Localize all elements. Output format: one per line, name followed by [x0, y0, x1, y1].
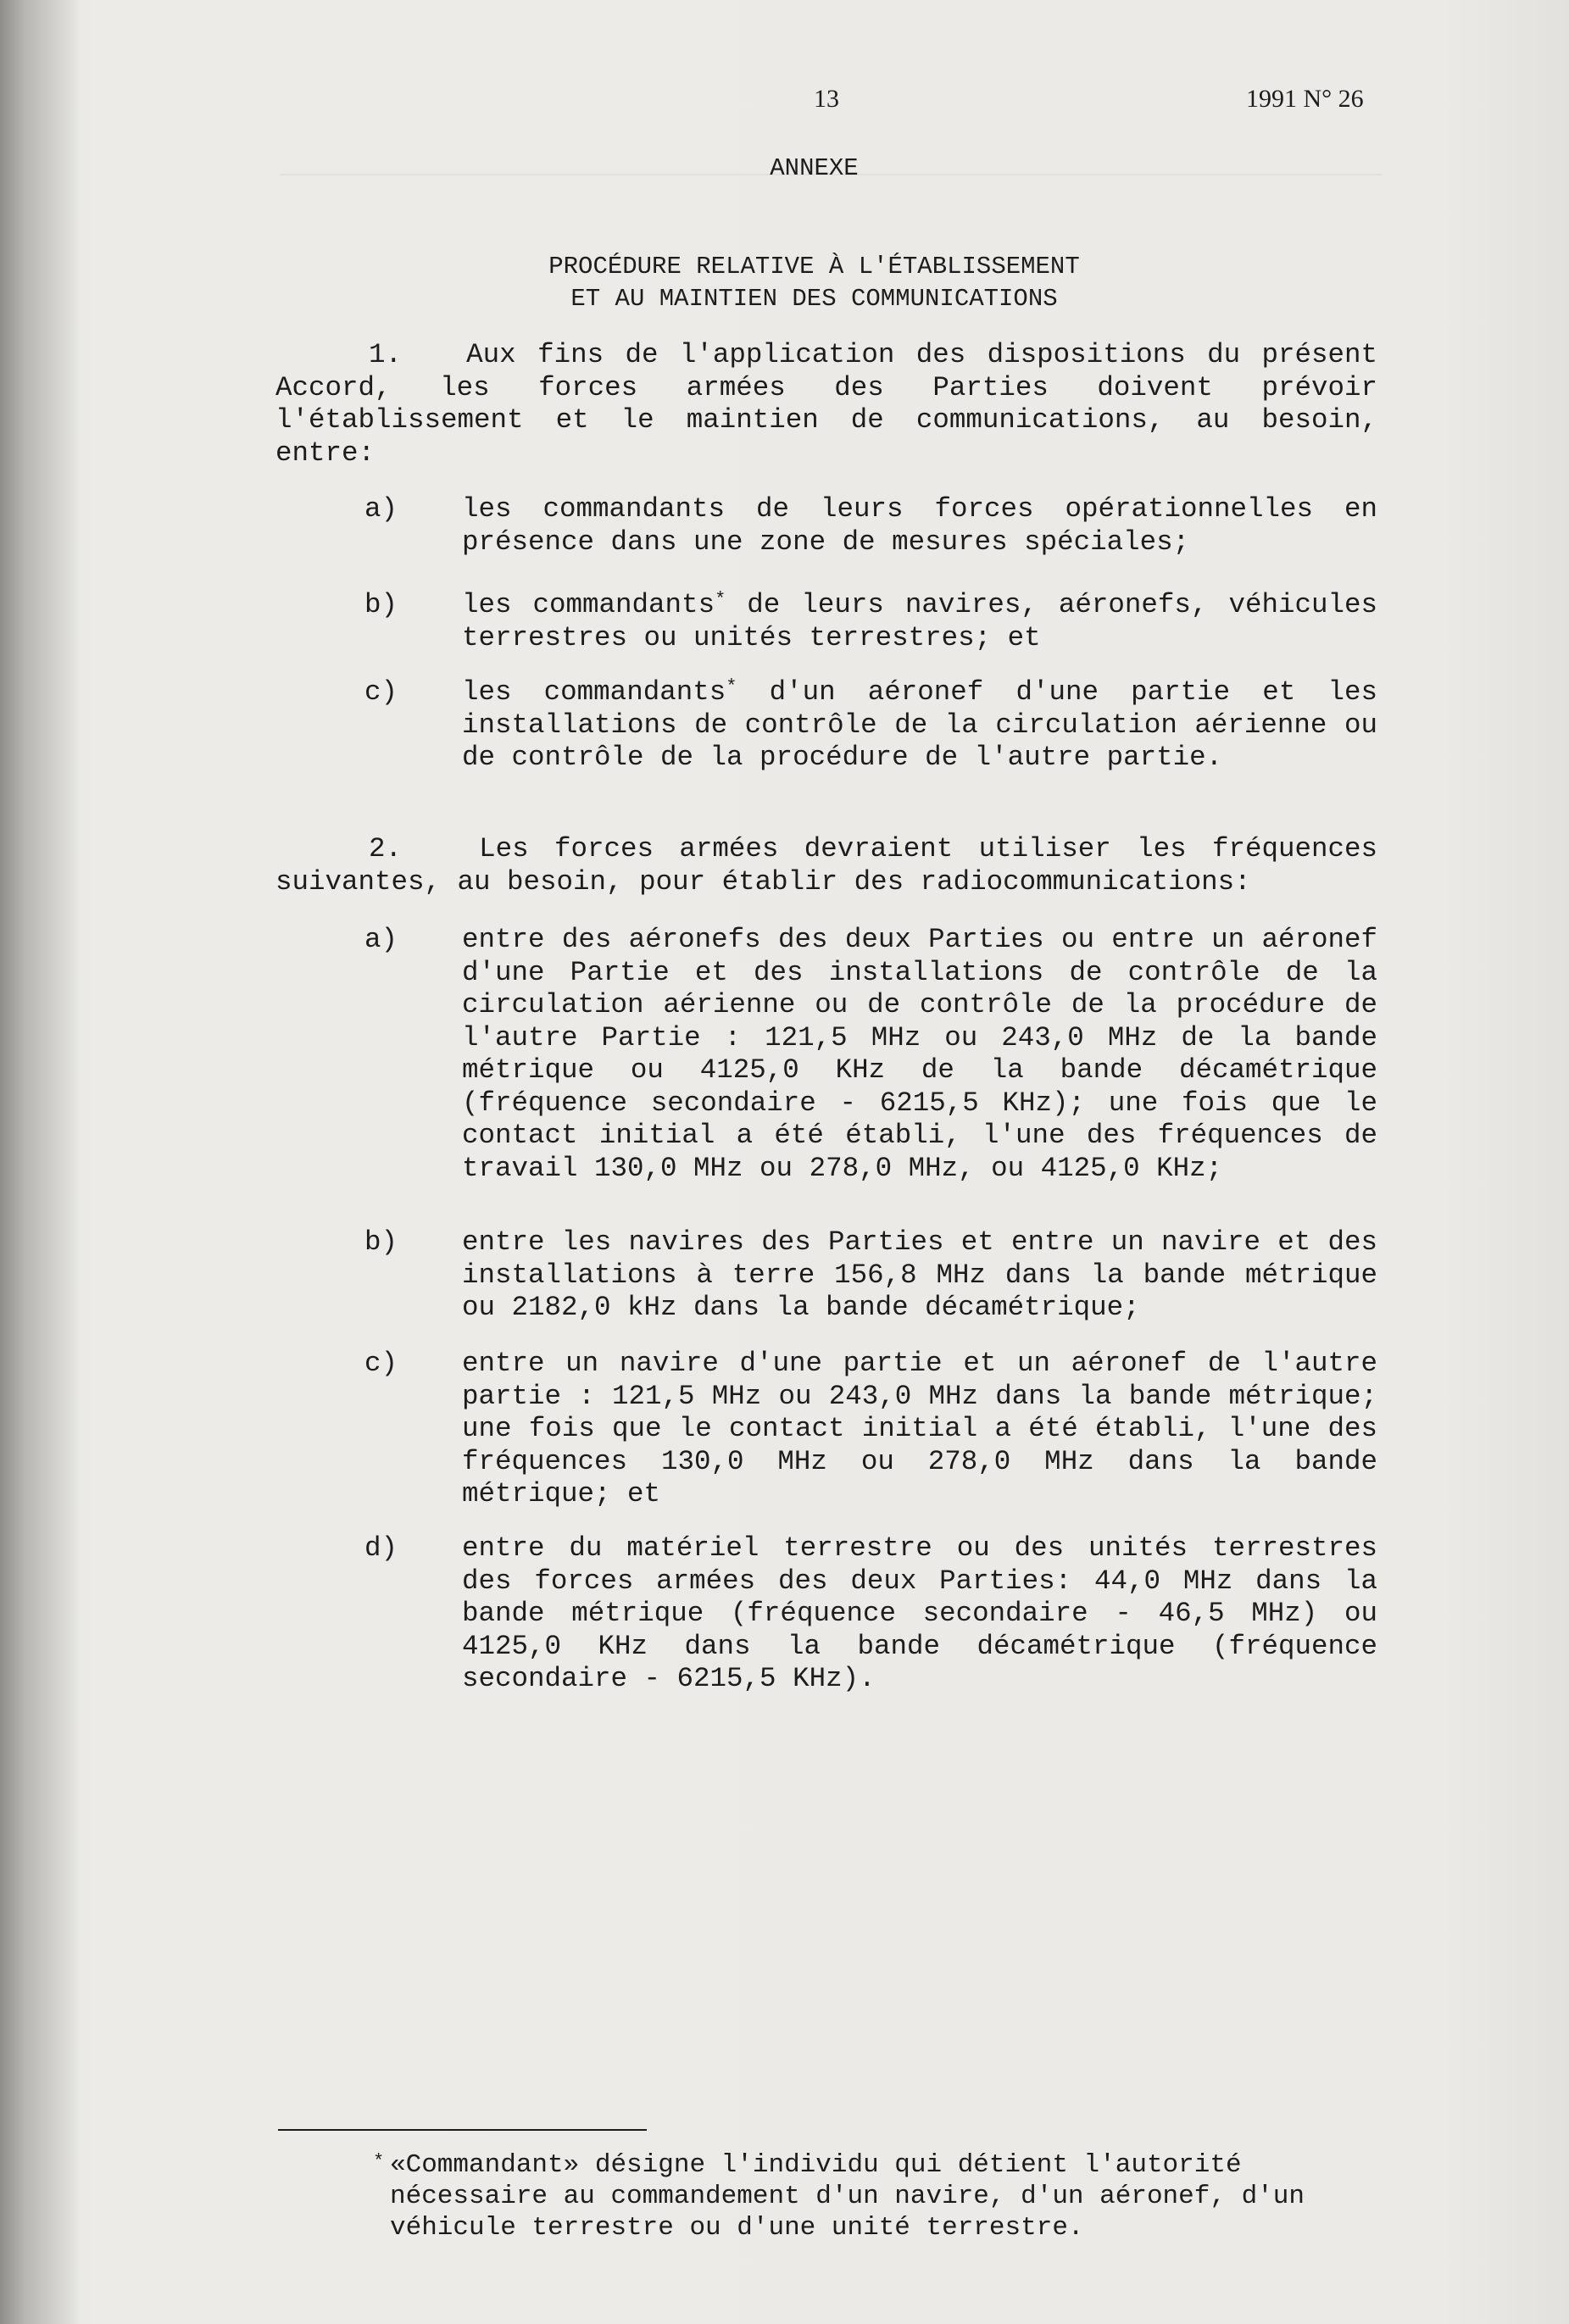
paragraph-2-number: 2. [369, 833, 403, 865]
item-text: entre les navires des Parties et entre un navire et des installations à terre 156,8 MHz dans la bande métrique ou 2182,0 kHz dans la bande décamétrique; [462, 1226, 1377, 1323]
section-title-line-1: PROCÉDURE RELATIVE À L'ÉTABLISSEMENT [548, 253, 1080, 281]
footnote-marker: * [726, 676, 737, 698]
item-text: les commandants de leurs forces opérationnelles en présence dans une zone de mesures spéciales; [462, 493, 1377, 558]
footnote-marker: * [715, 589, 726, 610]
item-label: b) [364, 589, 398, 620]
item-label: a) [364, 924, 398, 955]
paragraph-2 [275, 833, 1377, 898]
footnote [373, 2149, 1348, 2243]
binding-shadow [0, 0, 81, 2324]
paragraph-1 [275, 339, 1377, 470]
item-label: d) [364, 1532, 398, 1564]
paragraph-2-text: Les forces armées devraient utiliser les fréquences suivantes, au besoin, pour établir des radiocommunications: [275, 833, 1377, 898]
item-text-before: les commandants [462, 676, 726, 708]
item-label: b) [364, 1226, 398, 1258]
page-number: 13 [814, 85, 839, 113]
item-label: c) [364, 676, 398, 708]
item-text [462, 589, 1377, 654]
item-text-after: d'un aéronef d'une partie et les installations de contrôle de la circulation aérienne ou de contrôle de la procédure de l'autre partie. [462, 676, 1377, 773]
paragraph-1-text: Aux fins de l'application des dispositions du présent Accord, les forces armées des Parties doivent prévoir l'établissement et le maintien de communications, au besoin, entre: [275, 339, 1377, 469]
footnote-star: * [373, 2151, 385, 2172]
item-text-before: les commandants [462, 589, 715, 620]
footnote-text: «Commandant» désigne l'individu qui détient l'autorité nécessaire au commandement d'un navire, d'un aéronef, d'un véhicule terrestre ou d'une unité terrestre. [390, 2150, 1305, 2243]
footnote-rule [278, 2129, 647, 2131]
paragraph-1-number: 1. [369, 339, 403, 370]
annex-title: ANNEXE [770, 154, 859, 182]
item-text: entre des aéronefs des deux Parties ou entre un aéronef d'une Partie et des installations de contrôle de la circulation aérienne ou de contrôle de la procédure de l'autre Partie : 121,5 MHz ou 243,0 MHz de la bande métrique ou 4125,0 KHz de la bande décamétrique (fréquence secondaire - 6215,5 KHz); une fois que le contact initial a été établi, l'une des fréquences de travail 130,0 MHz ou 278,0 MHz, ou 4125,0 KHz; [462, 924, 1377, 1184]
item-label: a) [364, 493, 398, 525]
item-label: c) [364, 1348, 398, 1379]
section-title-line-2: ET AU MAINTIEN DES COMMUNICATIONS [570, 285, 1058, 313]
item-text [462, 676, 1377, 775]
item-text: entre du matériel terrestre ou des unités terrestres des forces armées des deux Parties: 44,0 MHz dans la bande métrique (fréquence secondaire - 46,5 MHz) ou 4125,0 KHz dans la bande décamétrique (fréquence secondaire - 6215,5 KHz). [462, 1532, 1377, 1694]
item-text: entre un navire d'une partie et un aéronef de l'autre partie : 121,5 MHz ou 243,0 MHz dans la bande métrique; une fois que le contact initial a été établi, l'une des fréquences 130,0 MHz ou 278,0 MHz dans la bande métrique; et [462, 1348, 1377, 1509]
document-reference: 1991 N° 26 [1246, 85, 1364, 113]
item-text-after: de leurs navires, aéronefs, véhicules terrestres ou unités terrestres; et [462, 589, 1377, 653]
